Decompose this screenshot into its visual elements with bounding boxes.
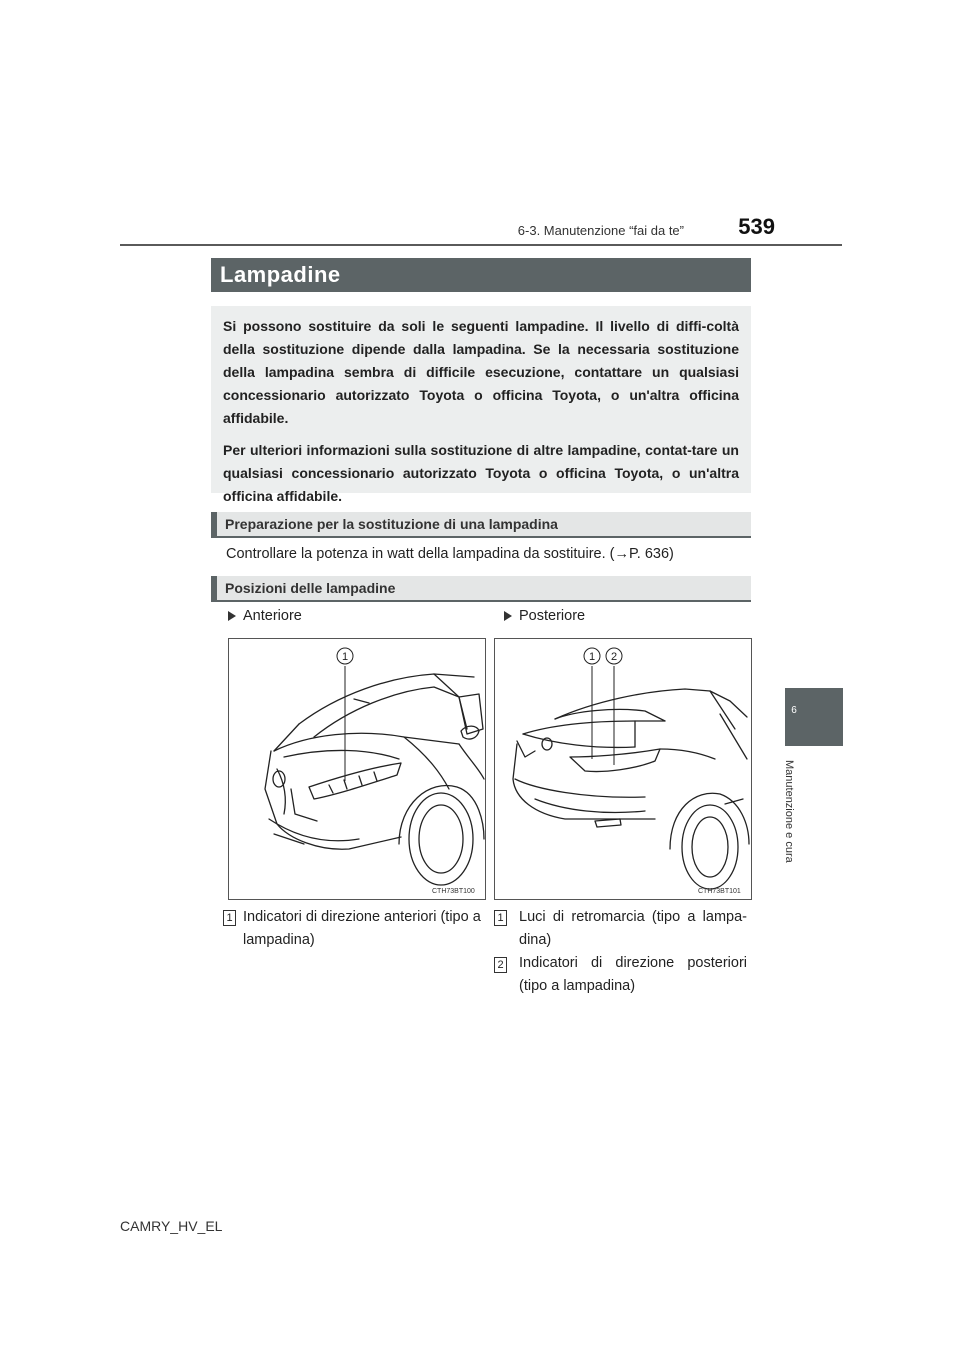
preparation-heading: Preparazione per la sostituzione di una lampadina <box>225 516 558 532</box>
legend-number-box: 1 <box>223 910 236 926</box>
front-label: Anteriore <box>243 608 302 624</box>
intro-box <box>211 306 751 504</box>
rear-car-illustration <box>495 639 751 899</box>
footer-code: CAMRY_HV_EL <box>120 1218 223 1234</box>
bullet-triangle-icon <box>228 611 236 621</box>
intro-paragraph-2: Per ulteriori informazioni sulla sostituzione di altre lampadine, contat-tare un qualsiasi concessionario autorizzato Toyota o officina Toyota, o un'altra officina affidabile. <box>223 442 739 504</box>
rear-car-figure <box>494 638 752 900</box>
positions-heading: Posizioni delle lampadine <box>225 580 396 596</box>
page-number: 539 <box>738 214 775 239</box>
callout-number-2: 2 <box>610 651 618 663</box>
legend-number-box: 2 <box>494 957 507 973</box>
callout-number: 1 <box>341 651 349 663</box>
positions-heading-bar <box>211 576 751 602</box>
legend-number-box: 1 <box>494 910 507 926</box>
chapter-tab <box>785 688 843 746</box>
callout-number-1: 1 <box>588 651 596 663</box>
section-title: 6-3. Manutenzione “fai da te” <box>517 223 684 238</box>
chapter-label: Manutenzione e cura <box>783 760 795 863</box>
rear-legend-item-2: Indicatori di direzione posteriori (tipo a lampadina) <box>519 955 747 994</box>
front-figure-code: CTH73BT100 <box>432 888 475 895</box>
preparation-heading-bar <box>211 512 751 538</box>
front-legend-item-1: Indicatori di direzione anteriori (tipo a lampadina) <box>243 909 481 948</box>
preparation-text: Controllare la potenza in watt della lampadina da sostituire. (→P. 636) <box>226 546 674 562</box>
intro-paragraph-1: Si possono sostituire da soli le seguenti lampadine. Il livello di diffi-coltà della sostituzione dipende dalla lampadina. Se la necessaria sostituzione della lampadina sembra di difficile esecuzione, contattare un qualsiasi concessionario autorizzato Toyota o officina Toyota, o un'altra officina affidabile. <box>223 318 739 426</box>
rear-label: Posteriore <box>519 608 586 624</box>
bullet-triangle-icon <box>504 611 512 621</box>
header-rule <box>120 244 842 246</box>
rear-figure-code: CTH73BT101 <box>698 888 741 895</box>
front-car-figure <box>228 638 486 900</box>
rear-legend-item-1: Luci di retromarcia (tipo a lampa-dina) <box>519 909 747 948</box>
front-car-illustration <box>229 639 485 899</box>
chapter-number: 6 <box>791 705 797 716</box>
page-title: Lampadine <box>220 262 341 287</box>
